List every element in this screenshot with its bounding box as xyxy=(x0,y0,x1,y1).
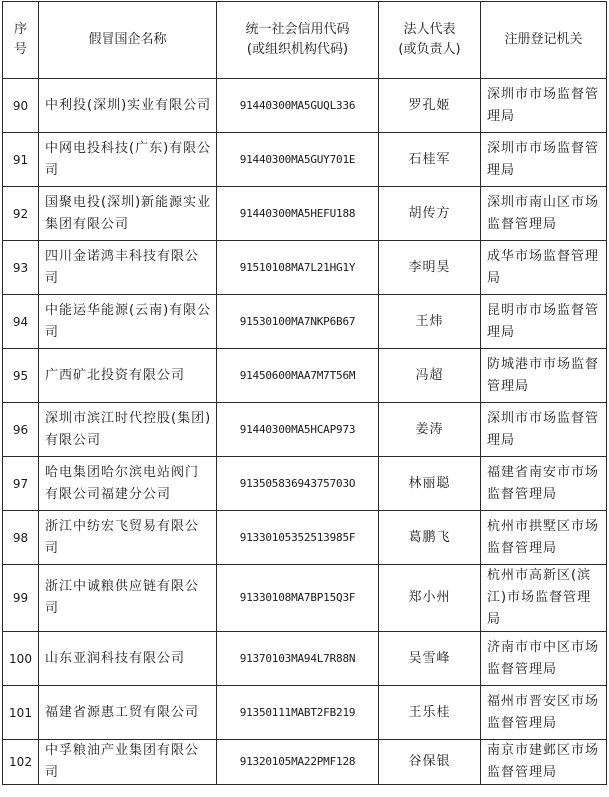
table-row xyxy=(3,349,607,403)
cell-credit-code: 91510108MA7L21HG1Y xyxy=(217,241,379,295)
cell-credit-code: 91330108MA7BP15Q3F xyxy=(217,565,379,632)
cell-idx: 97 xyxy=(3,457,39,511)
cell-authority: 昆明市市场监督管理局 xyxy=(481,295,607,349)
cell-legal-rep: 林丽聪 xyxy=(379,457,481,511)
table-row xyxy=(3,133,607,187)
cell-authority: 防城港市市场监督管理局 xyxy=(481,349,607,403)
header-rep: 法人代表 (或负责人) xyxy=(379,2,481,79)
cell-company-name: 浙江中诚粮供应链有限公司 xyxy=(39,565,217,632)
cell-credit-code: 91440300MA5HEFU188 xyxy=(217,187,379,241)
cell-company-name: 中能运华能源(云南)有限公司 xyxy=(39,295,217,349)
table-row xyxy=(3,565,607,632)
cell-authority: 福州市晋安区市场监督管理局 xyxy=(481,686,607,740)
cell-credit-code: 91370103MA94L7R88N xyxy=(217,632,379,686)
cell-idx: 92 xyxy=(3,187,39,241)
cell-credit-code: 91440300MA5HCAP973 xyxy=(217,403,379,457)
cell-company-name: 中网电投科技(广东)有限公司 xyxy=(39,133,217,187)
cell-idx: 95 xyxy=(3,349,39,403)
cell-credit-code: 91440300MA5GUY701E xyxy=(217,133,379,187)
table-row xyxy=(3,295,607,349)
cell-company-name: 山东亚润科技有限公司 xyxy=(39,632,217,686)
cell-company-name: 福建省源惠工贸有限公司 xyxy=(39,686,217,740)
header-code: 统一社会信用代码 (或组织机构代码) xyxy=(217,2,379,79)
header-idx: 序 号 xyxy=(3,2,39,79)
cell-company-name: 浙江中纺宏飞贸易有限公司 xyxy=(39,511,217,565)
cell-legal-rep: 王炜 xyxy=(379,295,481,349)
cell-legal-rep: 冯超 xyxy=(379,349,481,403)
fake-soe-table xyxy=(2,1,607,785)
table-row xyxy=(3,457,607,511)
table-row xyxy=(3,740,607,785)
table-row xyxy=(3,241,607,295)
cell-idx: 93 xyxy=(3,241,39,295)
cell-company-name: 深圳市滨江时代控股(集团)有限公司 xyxy=(39,403,217,457)
cell-authority: 福建省南安市市场监督管理局 xyxy=(481,457,607,511)
header-name: 假冒国企名称 xyxy=(39,2,217,79)
cell-authority: 深圳市市场监督管理局 xyxy=(481,133,607,187)
cell-legal-rep: 谷保银 xyxy=(379,740,481,785)
cell-authority: 南京市建邺区市场监督管理局 xyxy=(481,740,607,785)
cell-authority: 深圳市南山区市场监督管理局 xyxy=(481,187,607,241)
cell-company-name: 哈电集团哈尔滨电站阀门有限公司福建分公司 xyxy=(39,457,217,511)
cell-authority: 济南市市中区市场监督管理局 xyxy=(481,632,607,686)
cell-credit-code: 91450600MAA7M7T56M xyxy=(217,349,379,403)
table-row xyxy=(3,79,607,133)
table-row xyxy=(3,632,607,686)
cell-authority: 深圳市市场监督管理局 xyxy=(481,79,607,133)
cell-idx: 98 xyxy=(3,511,39,565)
cell-idx: 100 xyxy=(3,632,39,686)
cell-authority: 杭州市拱墅区市场监督管理局 xyxy=(481,511,607,565)
cell-idx: 101 xyxy=(3,686,39,740)
cell-company-name: 国聚电投(深圳)新能源实业集团有限公司 xyxy=(39,187,217,241)
cell-idx: 99 xyxy=(3,565,39,632)
table-row xyxy=(3,187,607,241)
table-row xyxy=(3,686,607,740)
cell-legal-rep: 罗孔姬 xyxy=(379,79,481,133)
cell-legal-rep: 吴雪峰 xyxy=(379,632,481,686)
cell-legal-rep: 葛鹏飞 xyxy=(379,511,481,565)
cell-idx: 91 xyxy=(3,133,39,187)
header-row xyxy=(3,2,607,79)
cell-idx: 90 xyxy=(3,79,39,133)
cell-idx: 102 xyxy=(3,740,39,785)
cell-credit-code: 91330105352513985F xyxy=(217,511,379,565)
cell-authority: 杭州市高新区(滨江)市场监督管理局 xyxy=(481,565,607,632)
cell-credit-code: 91320105MA22PMF128 xyxy=(217,740,379,785)
cell-credit-code: 91530100MA7NKP6B67 xyxy=(217,295,379,349)
cell-company-name: 广西矿北投资有限公司 xyxy=(39,349,217,403)
table-row xyxy=(3,511,607,565)
cell-company-name: 四川金诺鸿丰科技有限公司 xyxy=(39,241,217,295)
cell-legal-rep: 胡传方 xyxy=(379,187,481,241)
cell-idx: 94 xyxy=(3,295,39,349)
cell-legal-rep: 石桂军 xyxy=(379,133,481,187)
cell-credit-code: 91350583694375703O xyxy=(217,457,379,511)
table-row xyxy=(3,403,607,457)
cell-legal-rep: 郑小州 xyxy=(379,565,481,632)
cell-authority: 成华市场监督管理局 xyxy=(481,241,607,295)
cell-credit-code: 91440300MA5GUQL336 xyxy=(217,79,379,133)
cell-company-name: 中孚粮油产业集团有限公司 xyxy=(39,740,217,785)
cell-legal-rep: 李明昊 xyxy=(379,241,481,295)
header-auth: 注册登记机关 xyxy=(481,2,607,79)
cell-legal-rep: 姜涛 xyxy=(379,403,481,457)
cell-legal-rep: 王乐桂 xyxy=(379,686,481,740)
cell-idx: 96 xyxy=(3,403,39,457)
cell-credit-code: 91350111MABT2FB219 xyxy=(217,686,379,740)
cell-authority: 深圳市市场监督管理局 xyxy=(481,403,607,457)
cell-company-name: 中利投(深圳)实业有限公司 xyxy=(39,79,217,133)
